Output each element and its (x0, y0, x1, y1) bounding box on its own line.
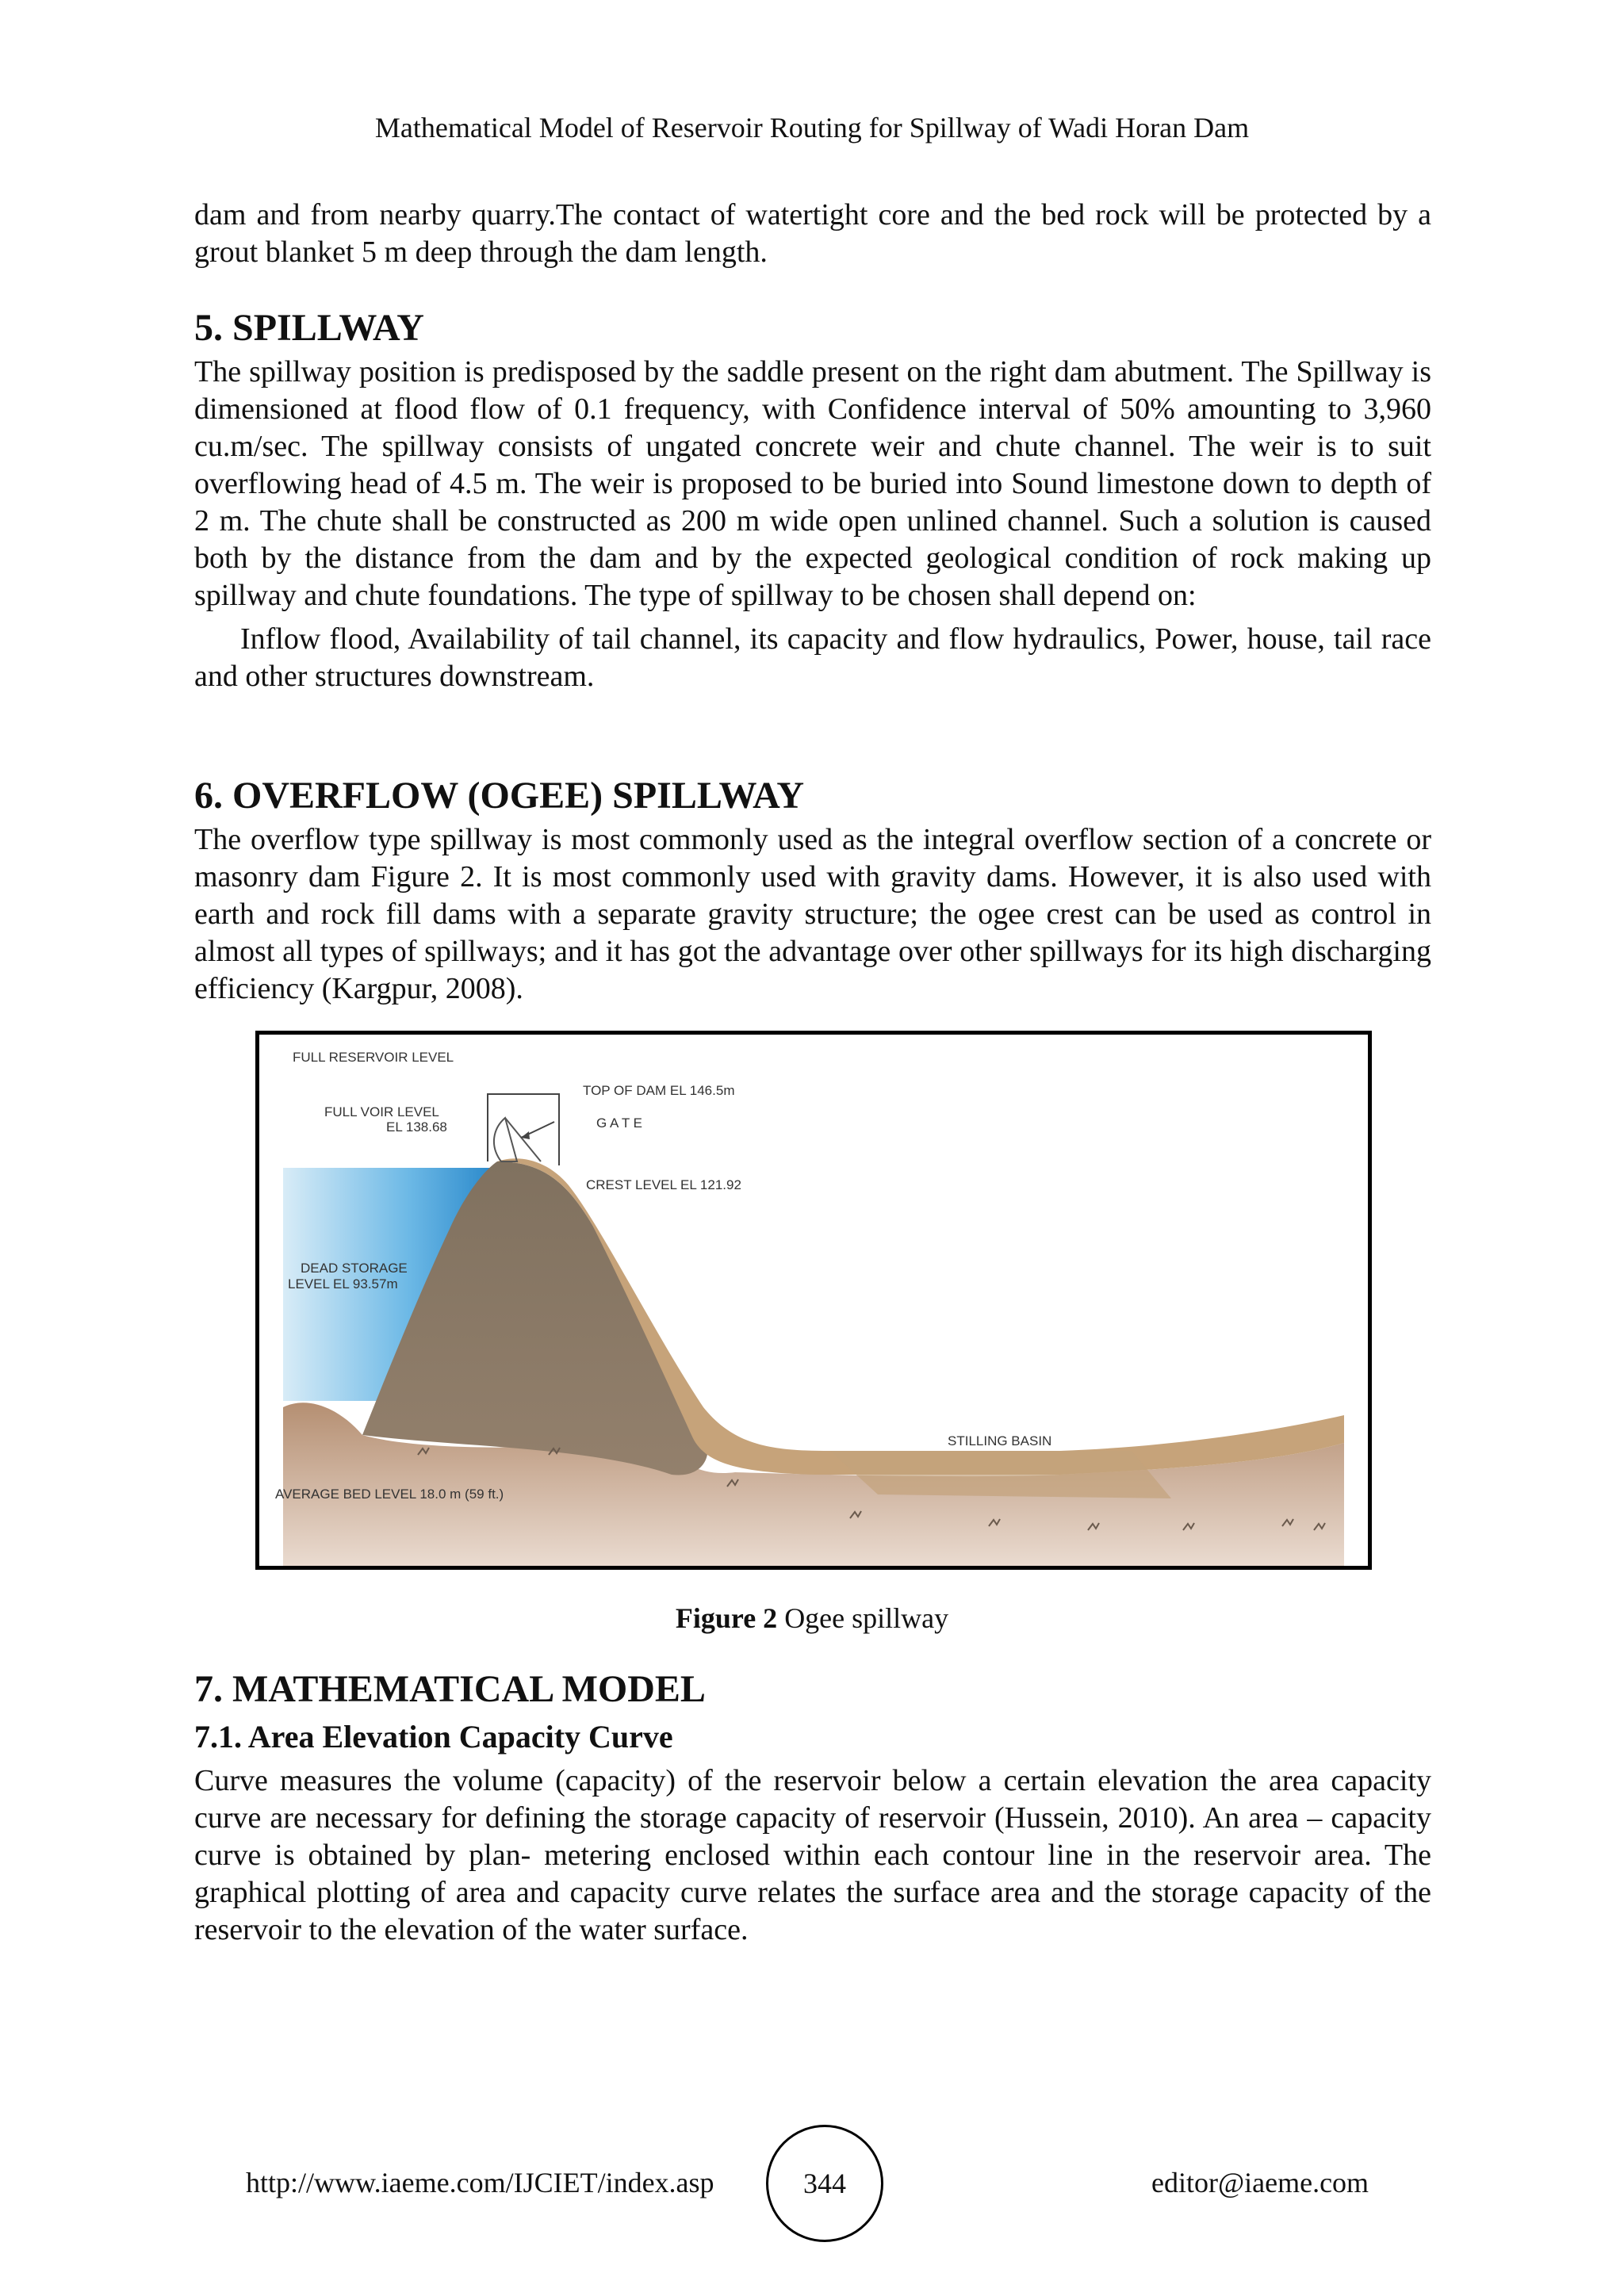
average-bed-level-label: AVERAGE BED LEVEL 18.0 m (59 ft.) (275, 1487, 504, 1502)
figure-caption-text: Ogee spillway (777, 1602, 949, 1634)
dead-storage-elevation: LEVEL EL 93.57m (288, 1276, 398, 1292)
top-of-dam-label: TOP OF DAM EL 146.5m (583, 1083, 735, 1098)
figure-caption (0, 1601, 1624, 1635)
stilling-basin (830, 1451, 1171, 1498)
section-mathematical-model (194, 1667, 1431, 1949)
spillway-diagram (259, 1035, 1368, 1566)
section-7-heading: 7. MATHEMATICAL MODEL (194, 1668, 706, 1710)
gate-label: G A T E (596, 1115, 642, 1131)
intro-block (194, 197, 1431, 271)
full-reservoir-level-label: FULL RESERVOIR LEVEL (293, 1050, 454, 1065)
figure-caption-label: Figure 2 (675, 1602, 778, 1634)
page-number: 344 (766, 2125, 883, 2242)
ogee-spillway-figure (255, 1031, 1372, 1570)
crest-level-label: CREST LEVEL EL 121.92 (586, 1177, 741, 1192)
section-7-1-paragraph: Curve measures the volume (capacity) of the reservoir below a certain elevation the area capacity curve are necessary for defining the storage capacity of reservoir (Hussein, 2010). An area – capacity curve is obtained by plan- metering enclosed within each contour line in the reservoir area. The graphical plotting of area and capacity curve relates the surface area and the storage capacity of the reservoir to the elevation of the water surface. (194, 1764, 1431, 1946)
dead-storage-label: DEAD STORAGE (301, 1261, 408, 1276)
section-6-heading: 6. OVERFLOW (OGEE) SPILLWAY (194, 775, 805, 817)
gate-shape (494, 1118, 517, 1161)
full-voir-level-label: FULL VOIR LEVEL (324, 1104, 439, 1119)
section-5-paragraph-1: The spillway position is predisposed by the saddle present on the right dam abutment. The Spillway is dimensioned at flood flow of 0.1 frequency, with Confidence interval of 50% amounting to 3,960 cu.m/sec. The spillway consists of ungated concrete weir and chute channel. The weir is to suit overflowing head of 4.5 m. The weir is proposed to be buried into Sound limestone down to depth of 2 m. The chute shall be constructed as 200 m wide open unlined channel. Such a solution is caused both by the distance from the dam and by the expected geological condition of rock making up spillway and chute foundations. The type of spillway to be chosen shall depend on: (194, 355, 1431, 612)
section-spillway (194, 306, 1431, 695)
running-header: Mathematical Model of Reservoir Routing for Spillway of Wadi Horan Dam (374, 112, 1250, 144)
dam-crest-outline (488, 1094, 559, 1165)
section-7-1-heading: 7.1. Area Elevation Capacity Curve (194, 1719, 673, 1755)
stilling-basin-label: STILLING BASIN (948, 1433, 1052, 1448)
section-ogee (194, 774, 1431, 1008)
section-6-paragraph: The overflow type spillway is most commonly used as the integral overflow section of a concrete or masonry dam Figure 2. It is most commonly used with gravity dams. However, it is also used with earth and rock fill dams with a separate gravity structure; the ogee crest can be used as control in almost all types of spillways; and it has got the advantage over other spillways for its high discharging efficiency (Kargpur, 2008). (194, 823, 1431, 1005)
footer-email[interactable]: editor@iaeme.com (1151, 2167, 1369, 2198)
intro-paragraph: dam and from nearby quarry.The contact of watertight core and the bed rock will be protected by a grout blanket 5 m deep through the dam length. (194, 198, 1431, 269)
section-5-paragraph-2: Inflow flood, Availability of tail channel, its capacity and flow hydraulics, Power, house, tail race and other structures downstream. (194, 622, 1431, 693)
footer-url[interactable]: http://www.iaeme.com/IJCIET/index.asp (246, 2167, 714, 2198)
section-5-heading: 5. SPILLWAY (194, 307, 424, 349)
full-voir-level-elevation: EL 138.68 (386, 1119, 447, 1135)
